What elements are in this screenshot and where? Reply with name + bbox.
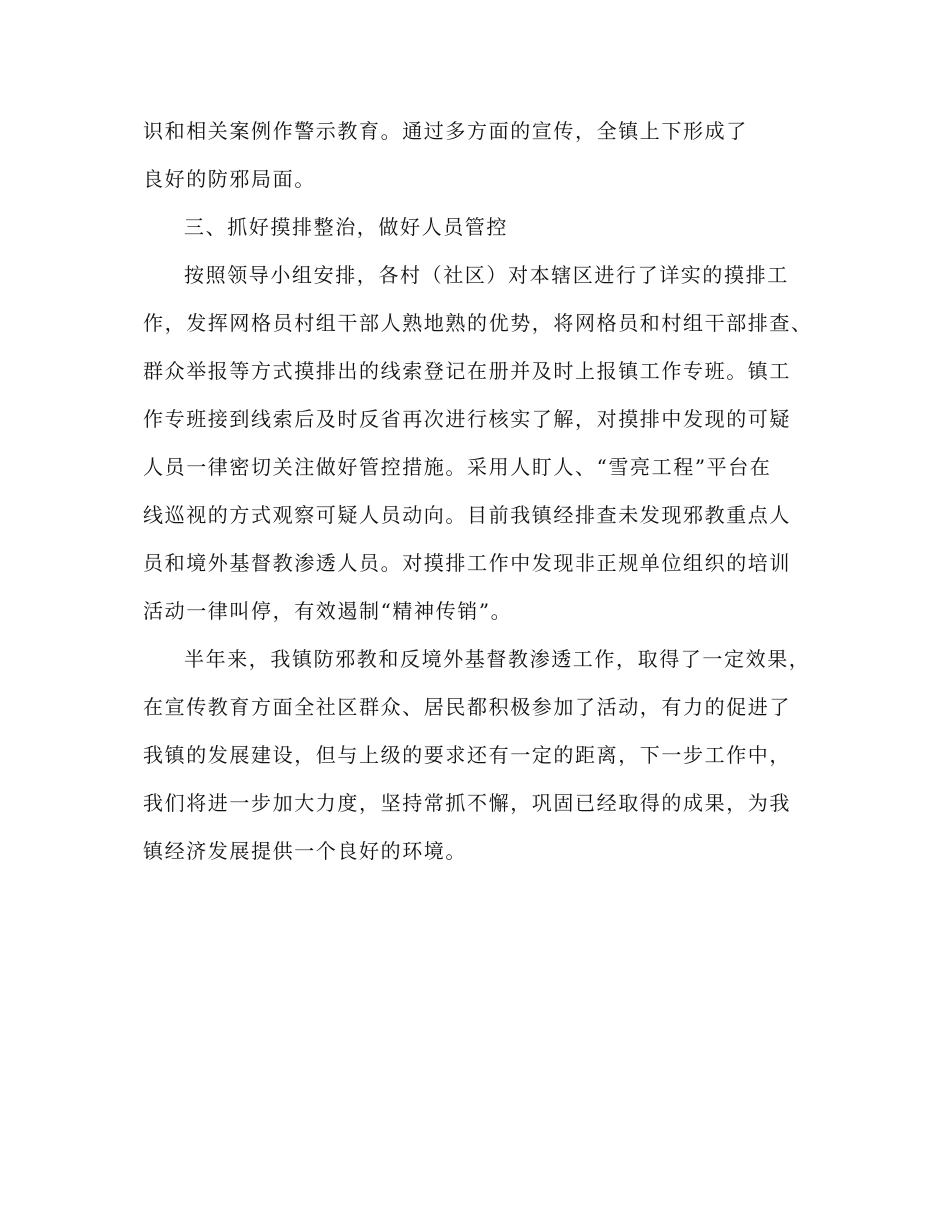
paragraph-line: 良好的防邪局面。 (143, 167, 316, 191)
paragraph-line: 活动一律叫停，有效遏制“精神传销”。 (143, 599, 513, 623)
paragraph-line: 在宣传教育方面全社区群众、居民都积极参加了活动，有力的促进了 (143, 695, 791, 719)
paragraph-line: 作，发挥网格员村组干部人熟地熟的优势，将网格员和村组干部排查、 (143, 311, 813, 335)
section-heading: 三、抓好摸排整治，做好人员管控 (184, 215, 508, 239)
paragraph-line: 员和境外基督教渗透人员。对摸排工作中发现非正规单位组织的培训 (143, 551, 791, 575)
document-body (143, 107, 813, 875)
paragraph-line: 半年来，我镇防邪教和反境外基督教渗透工作，取得了一定效果， (184, 647, 811, 671)
paragraph-line: 按照领导小组安排，各村（社区）对本辖区进行了详实的摸排工 (184, 263, 789, 287)
paragraph-line: 群众举报等方式摸排出的线索登记在册并及时上报镇工作专班。镇工 (143, 359, 791, 383)
paragraph-line: 镇经济发展提供一个良好的环境。 (143, 839, 467, 863)
paragraph-line: 人员一律密切关注做好管控措施。采用人盯人、“雪亮工程”平台在 (143, 455, 772, 479)
paragraph-line: 我镇的发展建设，但与上级的要求还有一定的距离，下一步工作中， (143, 743, 791, 767)
paragraph-line: 我们将进一步加大力度，坚持常抓不懈，巩固已经取得的成果，为我 (143, 791, 791, 815)
paragraph-line: 线巡视的方式观察可疑人员动向。目前我镇经排查未发现邪教重点人 (143, 503, 791, 527)
paragraph-line: 识和相关案例作警示教育。通过多方面的宣传，全镇上下形成了 (143, 119, 748, 143)
paragraph-line: 作专班接到线索后及时反省再次进行核实了解，对摸排中发现的可疑 (143, 407, 791, 431)
